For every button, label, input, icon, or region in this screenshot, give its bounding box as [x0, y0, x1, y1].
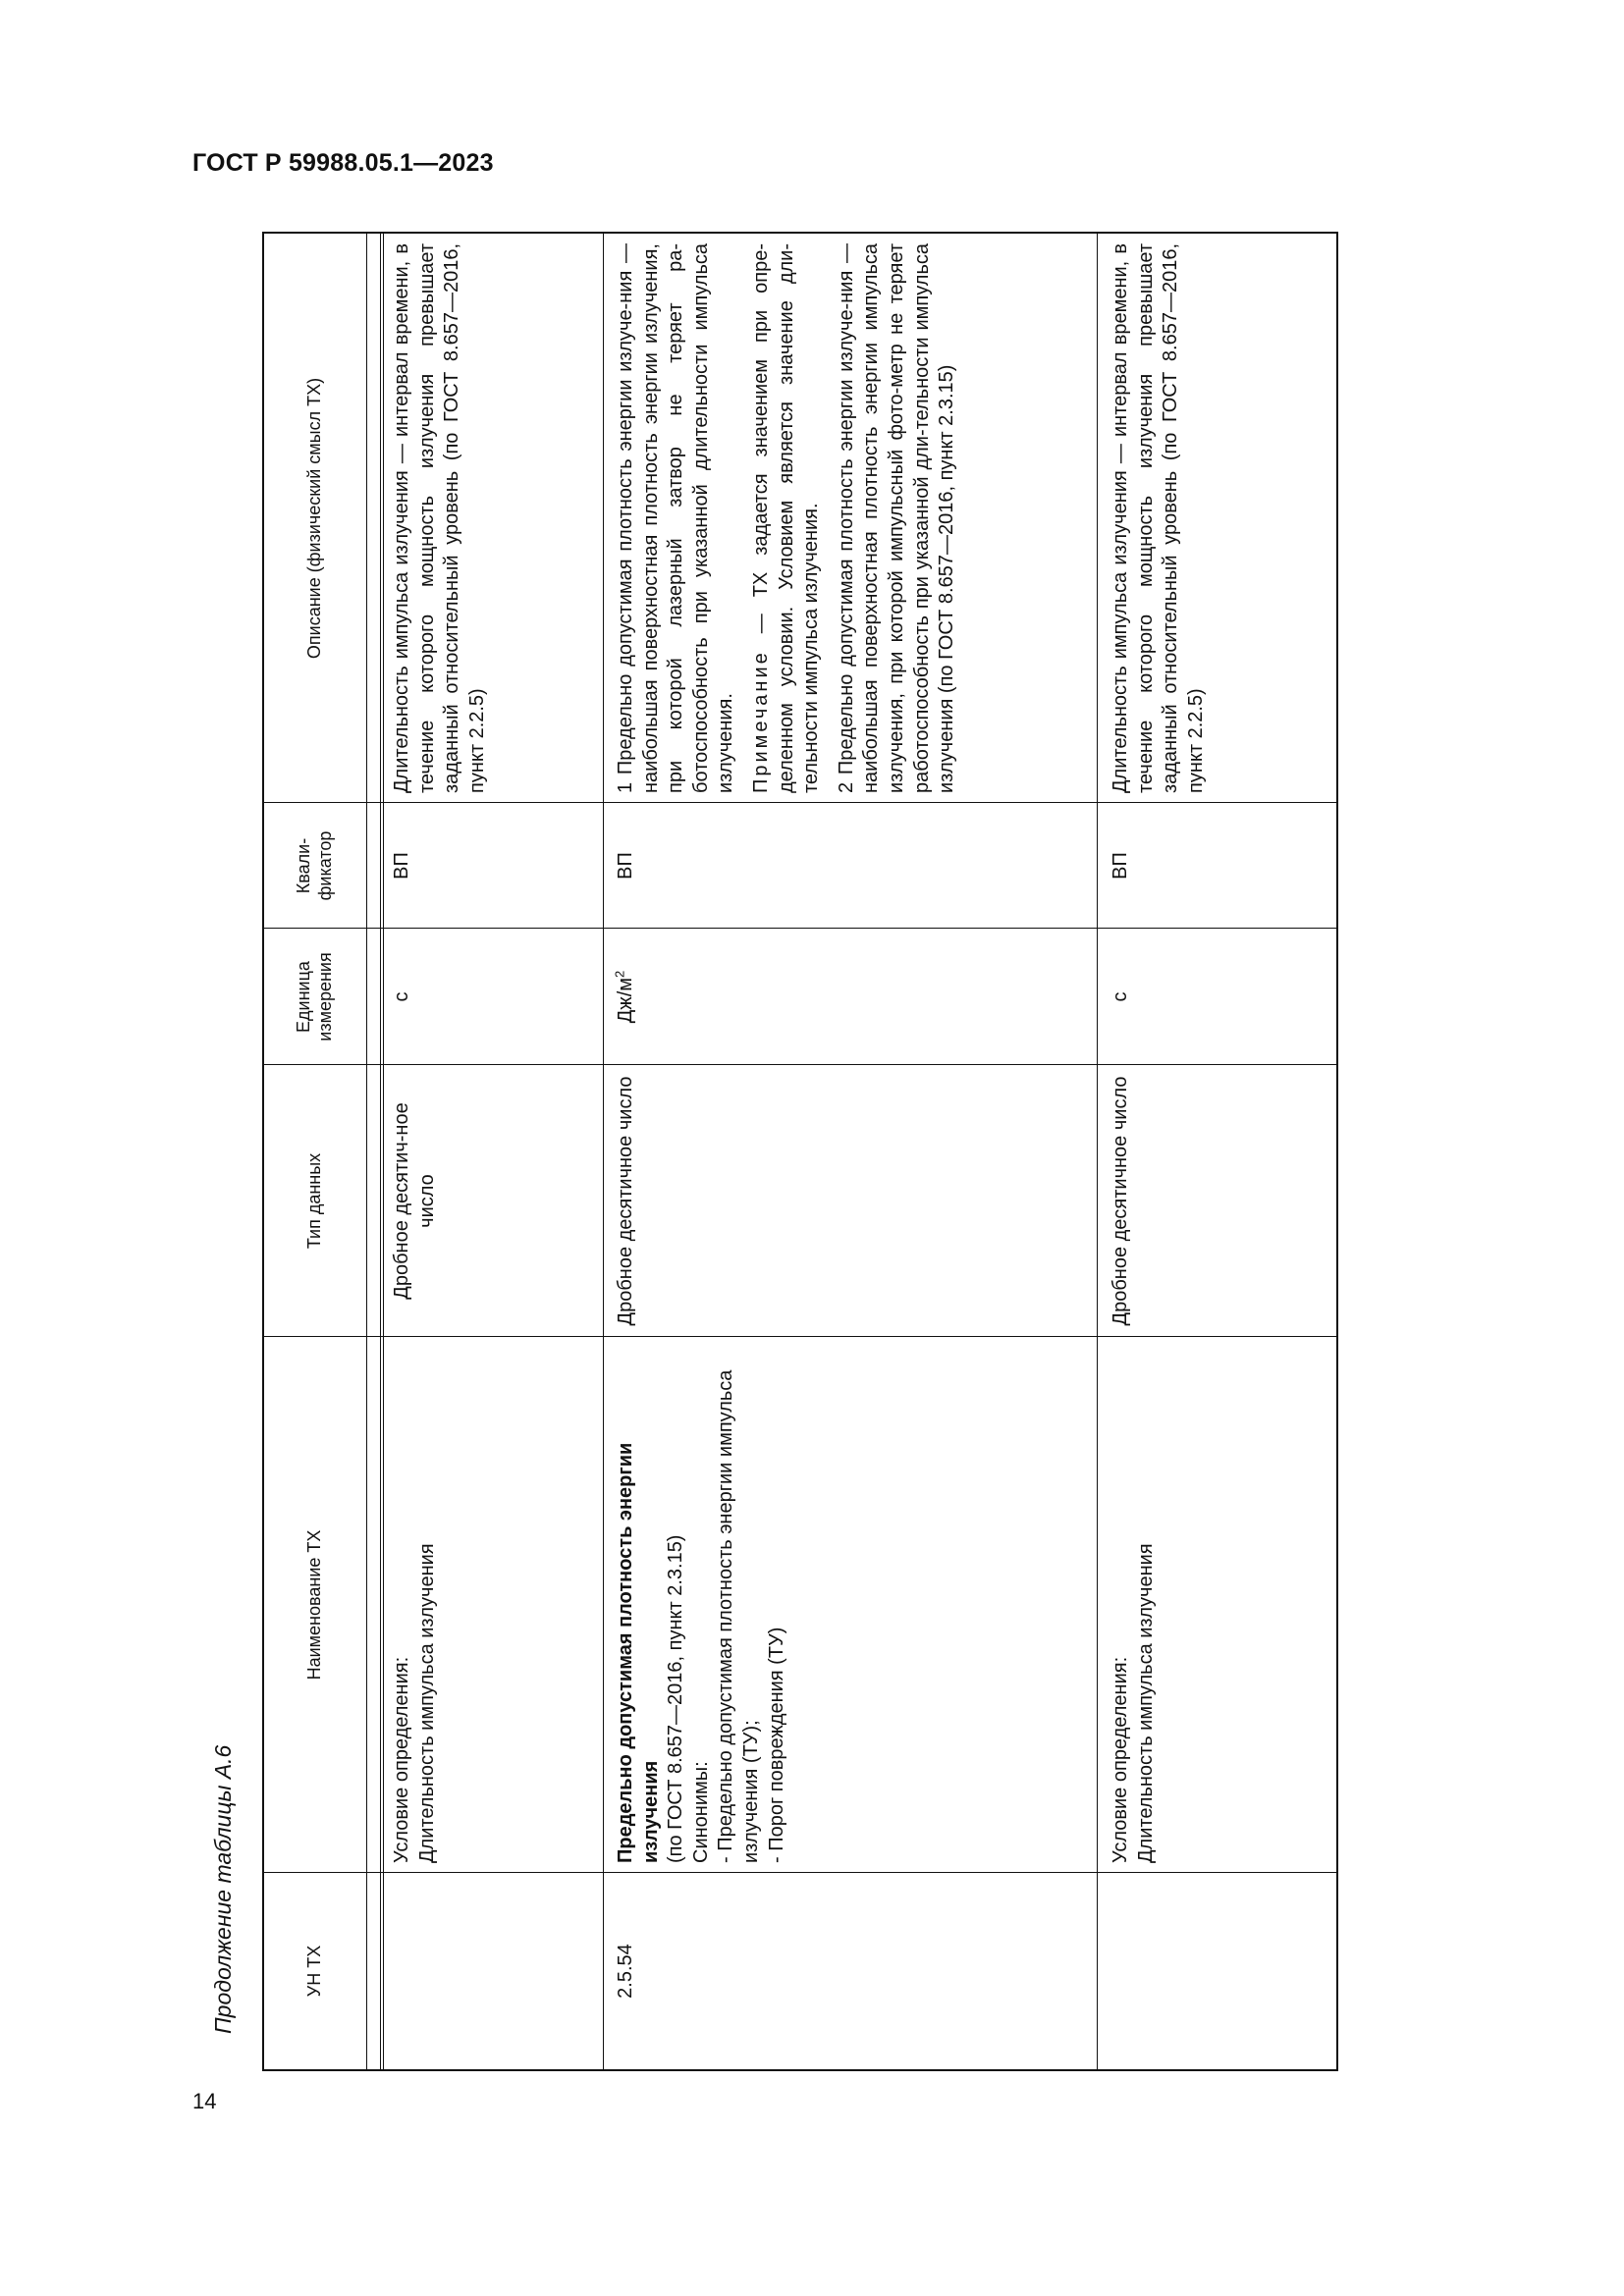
row2-qualifier: ВП	[615, 852, 636, 880]
row1-qualifier: ВП	[391, 852, 412, 880]
row3-description: Длительность импульса излучения — интервал времени, в течение которого мощность излучения превышает заданный относительный уровень (по ГОСТ 8.657—2016, пункт 2.2.5)	[1110, 243, 1207, 793]
page-number: 14	[192, 2089, 217, 2113]
data-table	[262, 232, 1338, 2071]
row2-unit: $Дж/м^2$	[612, 970, 636, 1024]
col-header-un: УН ТХ	[304, 1945, 325, 1998]
row1-unit: с	[391, 991, 412, 1002]
col-header-type: Тип данных	[304, 1152, 325, 1250]
row3-name: Условие определения: Длительность импульса излучения	[1110, 1543, 1157, 1863]
col-header-name: Наименование ТХ	[304, 1529, 325, 1681]
row3-type: Дробное десятичное число	[1110, 1076, 1131, 1326]
row3-qualifier: ВП	[1110, 852, 1131, 880]
row2-name: Предельно допустимая плотность энергии излучения (по ГОСТ 8.657—2016, пункт 2.3.15) Синонимы: - Предельно допустимая плотность энергии импульса излучения (ТУ); - Порог повреждения (ТУ)	[615, 1369, 787, 1863]
col-header-description: Описание (физический смысл ТХ)	[304, 377, 325, 660]
table-caption: Продолжение таблицы А.6	[210, 1744, 236, 2034]
row1-description: Длительность импульса излучения — интервал времени, в течение которого мощность излучения превышает заданный относительный уровень (по ГОСТ 8.657—2016, пункт 2.2.5)	[391, 243, 488, 793]
row3-unit: с	[1110, 991, 1131, 1002]
row1-name: Условие определения: Длительность импульса излучения	[391, 1543, 438, 1863]
row2-description: 1 Предельно допустимая плотность энергии излуче-ния — наибольшая поверхностная плотность энергии излучения, при которой лазерный затвор не теряет ра-ботоспособность при указанной длительности импульса излучения. Примечание — ТХ задается значением при опре-деленном условии. Условием является значение дли-тельности импульса излучения. 2 Предельно допустимая плотность энергии излуче-ния — наибольшая поверхностная плотность энергии импульса излучения, при которой импульсный фото-метр не теряет работоспособность при указанной дли-тельности импульса излучения (по ГОСТ 8.657—2016, пункт 2.3.15)	[615, 243, 958, 793]
col-header-unit: Единица измерения	[294, 952, 335, 1041]
row2-type: Дробное десятичное число	[615, 1076, 636, 1326]
row2-un: 2.5.54	[615, 1944, 636, 1999]
col-header-qualifier: Квали- фикатор	[294, 830, 335, 901]
row1-type: Дробное десятич-ное число	[391, 1102, 438, 1300]
document-header: ГОСТ Р 59988.05.1—2023	[192, 149, 494, 177]
